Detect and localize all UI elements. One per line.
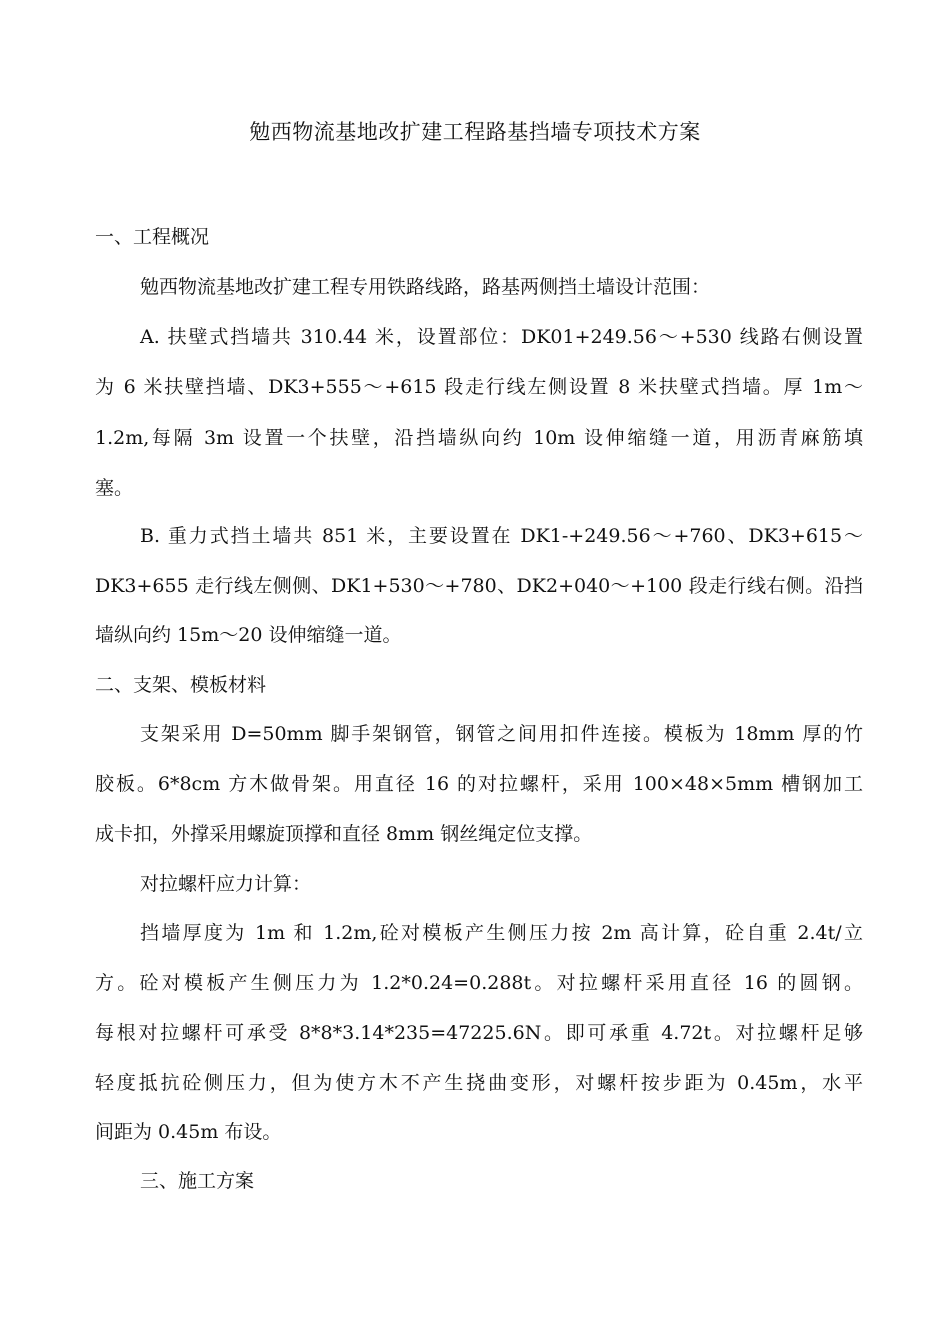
- item-b-line-1: B. 重力式挡土墙共 851 米，主要设置在 DK1-+249.56～+760、DK3+615～: [140, 525, 863, 547]
- section-2-p1-line-2: 胶板。6*8cm 方木做骨架。用直径 16 的对拉螺杆，采用 100×48×5mm 槽钢加工: [95, 773, 863, 795]
- section-2-p1-line-3: 成卡扣，外撑采用螺旋顶撑和直径 8mm 钢丝绳定位支撑。: [95, 823, 593, 845]
- item-b-line-3: 墙纵向约 15m～20 设伸缩缝一道。: [95, 624, 402, 646]
- calc-line-1: 挡墙厚度为 1m 和 1.2m,砼对模板产生侧压力按 2m 高计算，砼自重 2.4t/立: [140, 922, 863, 944]
- section-1-intro: 勉西物流基地改扩建工程专用铁路线路，路基两侧挡土墙设计范围：: [140, 276, 711, 298]
- item-a-line-1: A. 扶壁式挡墙共 310.44 米，设置部位：DK01+249.56～+530 线路右侧设置: [140, 326, 863, 348]
- section-2-heading: 二、支架、模板材料: [95, 674, 267, 696]
- calc-line-5: 间距为 0.45m 布设。: [95, 1121, 282, 1143]
- calc-heading: 对拉螺杆应力计算：: [140, 873, 312, 895]
- section-2-p1-line-1: 支架采用 D=50mm 脚手架钢管，钢管之间用扣件连接。模板为 18mm 厚的竹: [140, 723, 863, 745]
- section-1-heading: 一、工程概况: [95, 226, 210, 248]
- item-a-line-4: 塞。: [95, 477, 134, 499]
- calc-line-3: 每根对拉螺杆可承受 8*8*3.14*235=47225.6N。即可承重 4.72t。对拉螺杆足够: [95, 1022, 863, 1044]
- item-b-line-2: DK3+655 走行线左侧侧、DK1+530～+780、DK2+040～+100 段走行线右侧。沿挡: [95, 575, 863, 597]
- section-3-heading: 三、施工方案: [140, 1170, 255, 1192]
- calc-line-4: 轻度抵抗砼侧压力，但为使方木不产生挠曲变形，对螺杆按步距为 0.45m，水平: [95, 1072, 863, 1094]
- item-a-line-3: 1.2m,每隔 3m 设置一个扶壁，沿挡墙纵向约 10m 设伸缩缝一道，用沥青麻筋填: [95, 427, 863, 449]
- item-a-line-2: 为 6 米扶壁挡墙、DK3+555～+615 段走行线左侧设置 8 米扶壁式挡墙。厚 1m～: [95, 376, 863, 398]
- calc-line-2: 方。砼对模板产生侧压力为 1.2*0.24=0.288t。对拉螺杆采用直径 16 的圆钢。: [95, 972, 863, 994]
- document-title: 勉西物流基地改扩建工程路基挡墙专项技术方案: [249, 120, 701, 144]
